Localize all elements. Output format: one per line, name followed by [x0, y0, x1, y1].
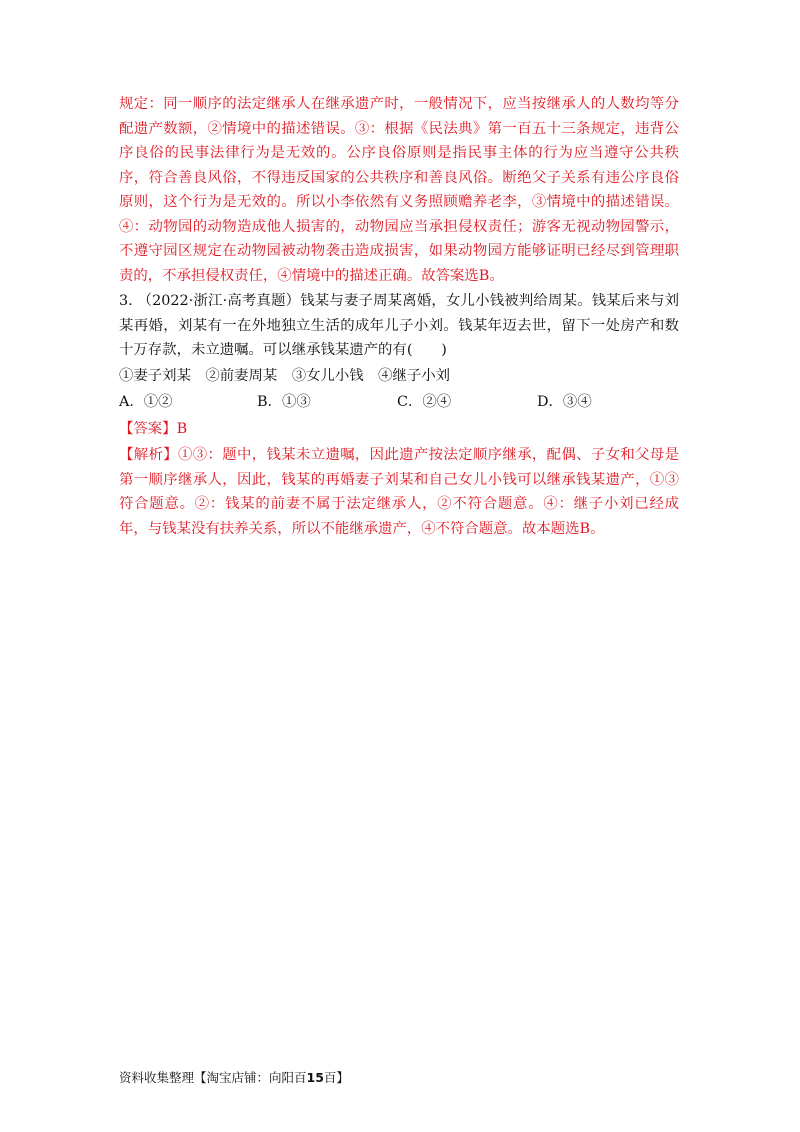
analysis-paragraph: 【解析】①③：题中，钱某未立遗嘱，因此遗产按法定顺序继承，配偶、子女和父母是第一顺序继承人，因此，钱某的再婚妻子刘某和自己女儿小钱可以继承钱某遗产，①③符合题意。②：钱某的前妻不属于法定继承人，②不符合题意。④：继子小刘已经成年，与钱某没有扶养关系，所以不能继承遗产，④不符合题意。故本题选B。: [119, 447, 679, 537]
footer-suffix: 百】: [323, 1070, 349, 1085]
footer-prefix: 资料收集整理【淘宝店铺：向阳百: [119, 1070, 307, 1085]
question-stem: 3. （2022·浙江·高考真题）钱某与妻子周某离婚，女儿小钱被判给周某。钱某后来与刘某再婚，刘某有一在外地独立生活的成年儿子小刘。钱某年迈去世，留下一处房产和数十万存款，未立遗嘱。可以继承钱某遗产的有( ): [119, 293, 679, 358]
page-footer: [119, 1068, 349, 1086]
page-content: [119, 92, 679, 541]
question-items: ①妻子刘某 ②前妻周某 ③女儿小钱 ④继子小刘: [119, 367, 450, 384]
page-number: 15: [306, 1070, 324, 1085]
answer-line: 【答案】B: [119, 420, 188, 437]
explanation-continued: 规定：同一顺序的法定继承人在继承遗产时，一般情况下，应当按继承人的人数均等分配遗产数额，②情境中的描述错误。③：根据《民法典》第一百五十三条规定，违背公序良俗的民事法律行为是无效的。公序良俗原则是指民事主体的行为应当遵守公共秩序，符合善良风俗，不得违反国家的公共秩序和善良风俗。断绝父子关系有违公序良俗原则，这个行为是无效的。所以小李依然有义务照顾赡养老李，③情境中的描述错误。④：动物园的动物造成他人损害的，动物园应当承担侵权责任；游客无视动物园警示，不遵守园区规定在动物园被动物袭击造成损害，如果动物园方能够证明已经尽到管理职责的，不承担侵权责任，④情境中的描述正确。故答案选B。: [119, 96, 679, 284]
choice-a: A．①②: [119, 394, 173, 410]
choice-d: D．③④: [537, 394, 592, 410]
choice-b: B．①③: [257, 394, 311, 410]
choice-c: C．②④: [397, 394, 452, 410]
choice-row: [119, 390, 679, 415]
